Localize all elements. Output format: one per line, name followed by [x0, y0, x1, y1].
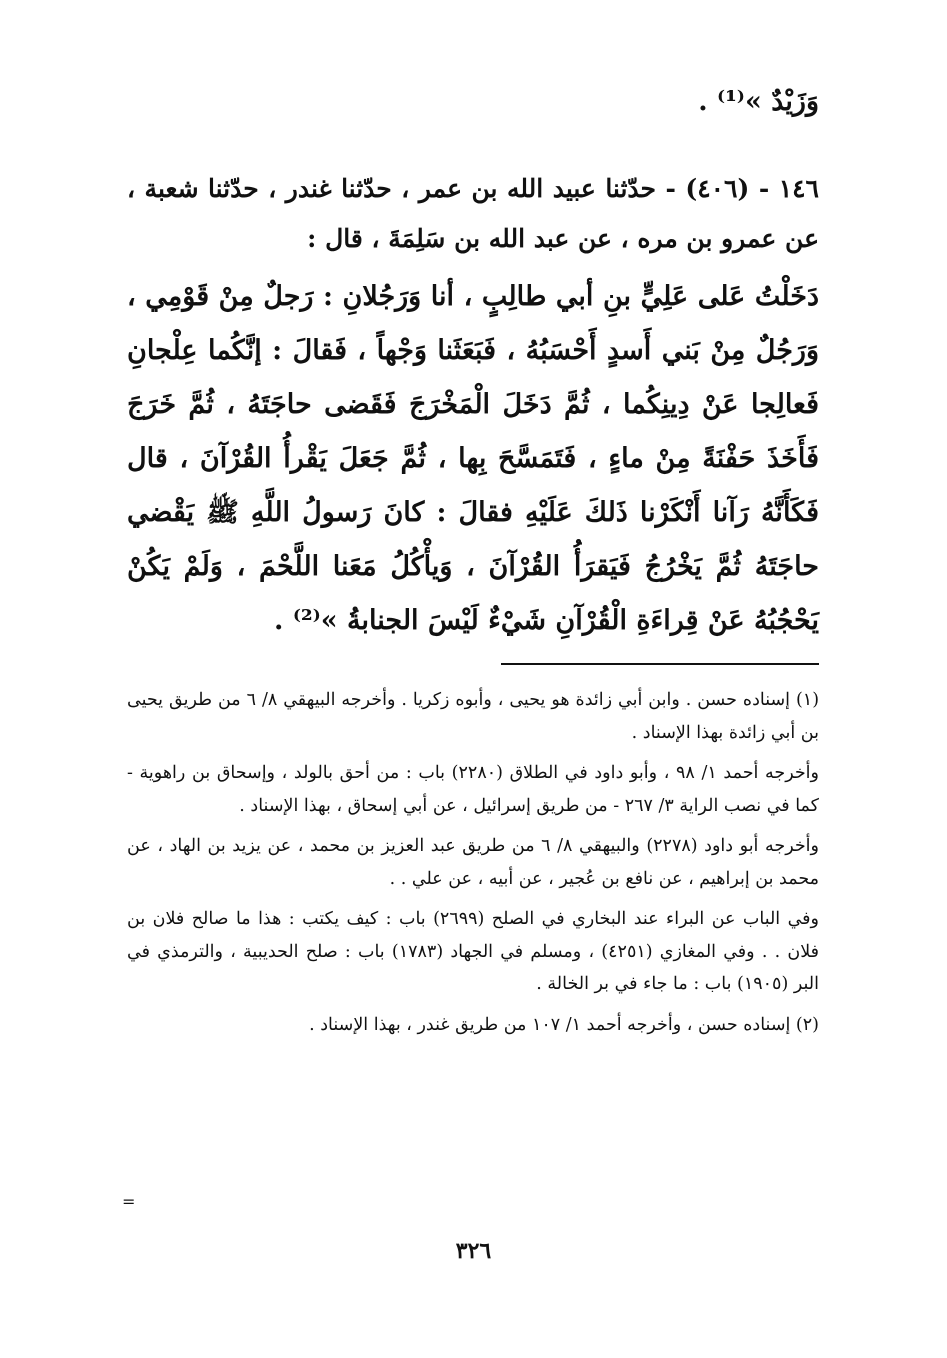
footnote-2: (٢) إسناده حسن ، وأخرجه أحمد ١/ ١٠٧ من طريق غندر ، بهذا الإسناد .: [309, 1014, 819, 1035]
footnote-1-continued: وأخرجه أبو داود (٢٢٧٨) والبيهقي ٨/ ٦ من طريق عبد العزيز بن محمد ، عن يزيد بن الهاد ، عن محمد بن إبراهيم ، عن نافع بن عُجير ، عن أبيه ، عن علي . .: [127, 836, 819, 889]
footnote-1-continued: وأخرجه أحمد ١/ ٩٨ ، وأبو داود في الطلاق (٢٢٨٠) باب : من أحق بالولد ، وإسحاق بن راهوية - كما في نصب الراية ٣/ ٢٦٧ - من طريق إسرائيل ، عن أبي إسحاق ، بهذا الإسناد .: [127, 763, 819, 816]
footnote-divider: [501, 663, 819, 665]
hadith-heading: ١٤٦ - (٤٠٦) - حدّثنا عبيد الله بن عمر ، حدّثنا غندر ، حدّثنا شعبة ، عن عمرو بن مره ، عن عبد الله بن سَلِمَةَ ، قال :: [127, 174, 819, 253]
hadith-text: دَخَلْتُ عَلى عَلِيٍّ بنِ أبي طالِبٍ ، أنا وَرَجُلانِ : رَجلٌ مِنْ قَوْمِي ، وَرَجُلٌ مِنْ بَني أَسدٍ أَحْسَبُهُ ، فَبَعَثَنا وَجْهاً ، فَقالَ : إنَّكُما عِلْجانِ فَعالِجا عَنْ دِينِكُما ، ثُمَّ دَخَلَ الْمَخْرَجَ فَقَضى حاجَتَهُ ، ثُمَّ خَرَجَ فَأَخَذَ حَفْنَةً مِنْ ماءٍ ، فَتَمَسَّحَ بِها ، ثُمَّ جَعَلَ يَقْرأُ القُرْآنَ ، قال فَكَأَنَّهُ رَآنا أَنْكَرْنا ذَلكَ عَلَيْهِ فقالَ : كانَ رَسولُ اللَّهِ ﷺ يَقْضي حاجَتَهُ ثُمَّ يَخْرُجُ فَيَقرَأُ القُرْآنَ ، وَيأْكُلُ مَعَنا اللَّحْمَ ، وَلَمْ يَكُنْ يَحْجُبُهُ عَنْ قِراءَةِ الْقُرْآنِ شَيْءٌ لَيْسَ الجنابةُ »⁽²⁾ .: [127, 281, 819, 636]
footnotes: [127, 684, 819, 1049]
footnote-1-continued: وفي الباب عن البراء عند البخاري في الصلح (٢٦٩٩) باب : كيف يكتب : هذا ما صالح فلان بن فلان . . وفي المغازي (٤٢٥١) ، ومسلم في الجهاد (١٧٨٣) باب : صلح الحديبية ، والترمذي في البر (١٩٠٥) باب : ما جاء في بر الخالة .: [127, 909, 820, 994]
carryover-text: وَزَيْدٌ »⁽¹⁾ .: [698, 86, 819, 117]
footnote-1: (١) إسناده حسن . وابن أبي زائدة هو يحيى ، وأبوه زكريا . وأخرجه البيهقي ٨/ ٦ من طريق يحيى بن أبي زائدة بهذا الإسناد .: [127, 690, 820, 743]
page-number: ٣٢٦: [455, 1238, 492, 1264]
continuation-marker: =: [122, 1192, 136, 1211]
